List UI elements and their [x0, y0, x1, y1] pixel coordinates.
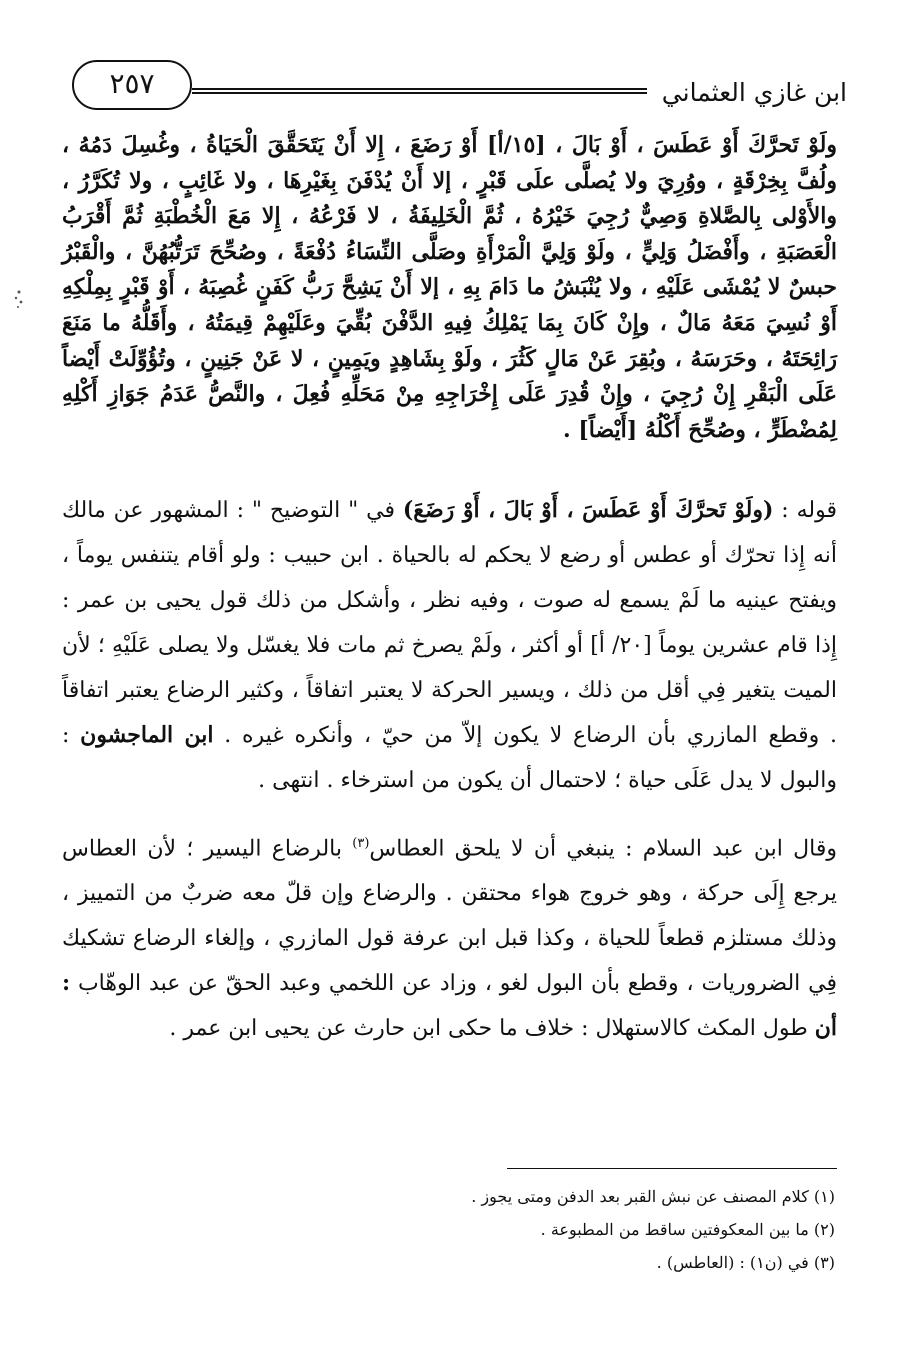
scholar-name: ابن الماجشون	[80, 722, 214, 748]
commentary-bold: : أن	[62, 970, 837, 1042]
commentary-lead: قوله :	[773, 498, 837, 523]
running-title: ابن غازي العثماني	[661, 78, 847, 107]
commentary-paragraph-1	[62, 488, 837, 803]
margin-speck-icon	[10, 288, 28, 310]
commentary-text: وقال ابن عبد السلام : ينبغي أن لا يلحق العطاس	[369, 836, 838, 862]
commentary-text: في " التوضيح " : المشهور عن مالك أنه إِذا تحرّك أو عطس أو رضع لا يحكم له بالحياة . ابن حبيب : ولو أقام يتنفس يوماً ، ويفتح عينيه ما لَمْ يسمع له صوت ، وفيه نظر ، وأشكل من ذلك قول يحيى بن عمر : إِذا قام عشرين يوماً [٢٠/ أ] أو أكثر ، ولَمْ يصرخ ثم مات فلا يغسّل ولا يصلى عَلَيْهِ ؛ لأن الميت يتغير فِي أقل من ذلك ، ويسير الحركة لا يعتبر اتفاقاً ، وكثير الرضاع يعتبر اتفاقاً . وقطع المازري بأن الرضاع لا يكون إلاّ من حيّ ، وأنكره غيره .	[62, 498, 837, 748]
commentary	[62, 488, 837, 1051]
commentary-end: طول المكث كالاستهلال : خلاف ما حكى ابن حارث عن يحيى ابن عمر .	[169, 1016, 815, 1042]
commentary-paragraph-2	[62, 821, 837, 1051]
commentary-text: بالرضاع اليسير ؛ لأن العطاس يرجع إِلَى حركة ، وهو خروج هواء محتقن . والرضاع وإن قلّ معه ضربٌ من التمييز ، وذلك مستلزم قطعاً للحياة ، وكذا قبل ابن عرفة قول المازري ، وإلغاء الرضاع تشكيك فِي الضروريات ، وقطع بأن البول لغو ، وزاد عن اللخمي وعبد الحقّ عن عبد الوهّاب	[62, 836, 837, 997]
footnote-ref: (٣)	[352, 836, 370, 851]
footnote-3: (٣) في (ن١) : (العاطس) .	[656, 1253, 835, 1272]
footnote-1: (١) كلام المصنف عن نبش القبر بعد الدفن ومتى يجوز .	[471, 1187, 835, 1206]
matn-block	[62, 128, 837, 448]
header-rule	[192, 88, 647, 94]
matn-quote: (ولَوْ تَحرَّكَ أَوْ عَطَسَ ، أَوْ بَالَ ، أَوْ رَضَعَ)	[402, 497, 774, 523]
page-number: ٢٥٧	[72, 60, 192, 110]
footnote-2: (٢) ما بين المعكوفتين ساقط من المطبوعة .	[540, 1220, 835, 1239]
footnotes	[235, 1180, 835, 1279]
matn-text	[62, 128, 837, 448]
page-header	[72, 58, 847, 118]
commentary-end: : والبول لا يدل عَلَى حياة ؛ لاحتمال أن يكون من استرخاء . انتهى .	[62, 723, 837, 793]
matn-body: ولَوْ تَحرَّكَ أَوْ عَطَسَ ، أَوْ بَالَ ، [١٥/أ] أَوْ رَضَعَ ، إِلا أَنْ يَتَحَقَّقَ الْحَيَاةُ ، وغُسِلَ دَمُهُ ، ولُفَّ بِخِرْقَةٍ ، ووُرِيَ ولا يُصلَّى علَى قَبْرٍ ، إلا أَنْ يُدْفَنَ بِغَيْرِهَا ، ولا غَائِبٍ ، ولا تُكَرَّرُ ، والأَوْلى بِالصَّلاةِ وَصِيٌّ رُجِيَ خَيْرُهُ ، ثُمَّ الْخَلِيفَةُ ، لا فَرْعُهُ ، إِلا مَعَ الْخُطْبَةِ ثُمَّ أَقْرَبُ الْعَصَبَةِ ، وأَفْضَلُ وَلِيٍّ ، ولَوْ وَلِيَّ الْمَرْأَةِ وصَلَّى النِّسَاءُ دُفْعَةً ، وصُحِّحَ تَرَتُّبُهُنَّ ، والْقَبْرُ حبسٌ لا يُمْشَى عَلَيْهِ ، ولا يُنْبَشُ ما دَامَ بِهِ ، إلا أَنْ يَشِحَّ رَبُّ كَفَنٍ غُصِبَهُ ، أَوْ قَبْرٍ بِمِلْكِهِ أَوْ نُسِيَ مَعَهُ مَالٌ ، وإِنْ كَانَ بِمَا يَمْلِكُ فِيهِ الدَّفْنَ بُقِّيَ وعَلَيْهِمْ قِيمَتُهُ ، وأَقَلُّهُ ما مَنَعَ رَائِحَتَهُ ، وحَرَسَهُ ، وبُقِرَ عَنْ مَالٍ كَثُرَ ، ولَوْ بِشَاهِدٍ ويَمِينٍ ، لا عَنْ جَنِينٍ ، وتُؤُوِّلَتْ أَيْضاً عَلَى الْبَقْرِ إِنْ رُجِيَ ، وإِنْ قُدِرَ عَلَى إِخْرَاجِهِ مِنْ مَحَلِّهِ فُعِلَ ، والنَّصُّ عَدَمُ جَوَازِ أَكْلِهِ لِمُضْطَرٍّ ، وصُحِّحَ أَكْلُهُ [أَيْضاً] .	[62, 132, 838, 443]
footnote-separator	[507, 1168, 837, 1169]
